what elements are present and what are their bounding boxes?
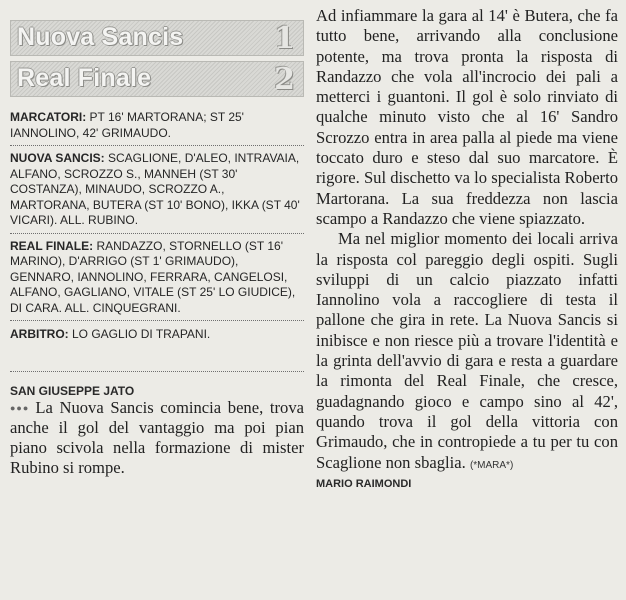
byline-tag: (*MARA*) (469, 459, 514, 471)
away-lineup-section (10, 234, 304, 322)
scorers-section (10, 102, 304, 146)
paragraph-3-text: Ma nel miglior momento dei locali arriva la risposta col pareggio degli ospiti. Sugli sviluppi di un calcio piazzato infatti Iannolino vola a raccogliere di testa il pallone che gira in rete. La Nuova Sancis si inibisce e non riesce più a trovare l'identità e la grinta dell'avvio di gara e resta a guardare la rimonta del Real Finale, che cresce, guadagnando gioco e campo sino al 42', quando trova il gol della vittoria con Grimaudo, che in contropiede a tu per tu con Scaglione non sbaglia. (316, 229, 618, 472)
away-team-name: Real Finale (17, 64, 152, 92)
scorers-text: PT 16' MARTORANA; ST 25' IANNOLINO, 42' GRIMAUDO. (10, 110, 244, 140)
article-paragraph-2 (316, 6, 618, 229)
referee-text: LO GAGLIO DI TRAPANI. (68, 327, 211, 341)
right-column (316, 6, 618, 490)
article-paragraph-1 (10, 398, 304, 479)
scorers-label: MARCATORI: (10, 110, 87, 124)
home-team-name: Nuova Sancis (17, 23, 184, 51)
away-lineup-text: RANDAZZO, STORNELLO (ST 16' MARINO), D'ARRIGO (ST 1' GRIMAUDO), GENNARO, IANNOLINO, FERRARA, CANGELOSI, ALFANO, GAGLIANO, VITALE (ST 25' LO GIUDICE), DI CARA. ALL. CINQUEGRANI. (10, 238, 296, 315)
home-team-score: 1 (274, 21, 295, 56)
referee-section (10, 321, 304, 347)
section-divider (10, 371, 304, 372)
left-column (10, 20, 304, 479)
author-name: MARIO RAIMONDI (316, 477, 412, 490)
scorebox-away (10, 61, 304, 97)
home-lineup-section (10, 146, 304, 234)
article-paragraph-3 (316, 229, 618, 476)
paragraph-2-text: Ad infiammare la gara al 14' è Butera, che fa tutto bene, arrivando alla conclusione potente, ma trova pronta la risposta di Randazzo che vola all'incrocio dei pali a metterci i guantoni. Il gol è solo rinviato di qualche minuto visto che al 16' Sandro Scrozzo entra in area palla al piede ma viene toccato duro e steso dal suo marcatore. È rigore. Sul dischetto va lo specialista Roberto Martorana. La sua freddezza non lascia scampo a Randazzo che viene spiazzato. (316, 6, 618, 228)
away-lineup-label: REAL FINALE: (10, 238, 94, 253)
referee-label: ARBITRO: (10, 327, 69, 341)
bullet-icon: ●●● (10, 402, 30, 413)
paragraph-1-text: La Nuova Sancis comincia bene, trova anche il gol del vantaggio ma poi pian piano scivola nella formazione di mister Rubino si rompe. (10, 397, 304, 478)
home-lineup-text: SCAGLIONE, D'ALEO, INTRAVAIA, ALFANO, SCROZZO S., MANNEH (ST 30' COSTANZA), MINAUDO, SCROZZO A., MARTORANA, BUTERA (ST 10' BONO), IKKA (ST 40' VICARI). ALL. RUBINO. (10, 151, 300, 227)
dateline: SAN GIUSEPPE JATO (10, 383, 135, 398)
scorebox-home (10, 20, 304, 56)
away-team-score: 2 (274, 62, 295, 97)
home-lineup-label: NUOVA SANCIS: (10, 151, 105, 165)
